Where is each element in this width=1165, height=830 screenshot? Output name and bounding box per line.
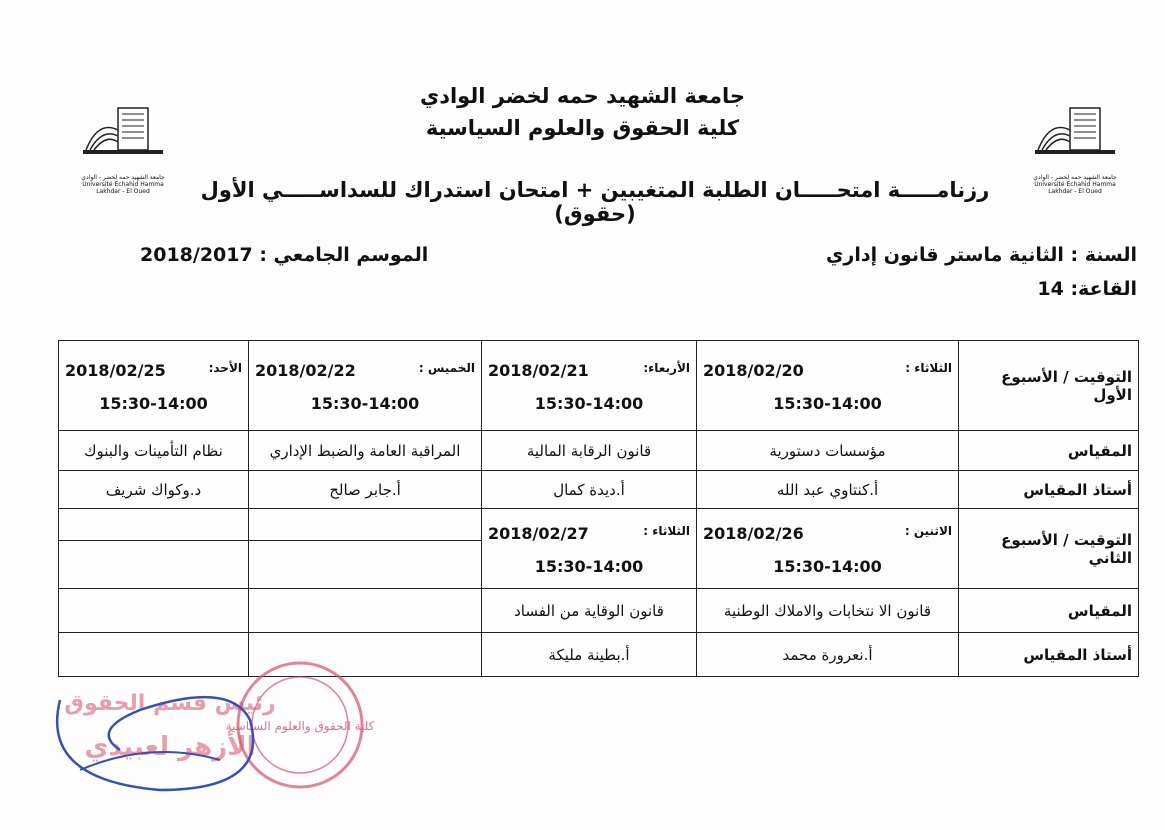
day-name: الثلاثاء :: [643, 523, 690, 538]
exam-time: 15:30-14:00: [534, 393, 644, 413]
university-building-icon: [1030, 100, 1120, 170]
professor-name: أ.جابر صالح: [249, 471, 482, 509]
empty-cell: [249, 541, 482, 589]
exam-date: 2018/02/22: [255, 360, 356, 380]
exam-time: 15:30-14:00: [773, 556, 882, 576]
logo-caption: جامعة الشهيد حمه لخضر - الوادي Université Echahid Hamma Lakhdar - El Oued: [1033, 174, 1117, 195]
week2-day-cell: [482, 509, 697, 589]
professor-name: أ.نعرورة محمد: [697, 633, 959, 677]
module-label: المقياس: [959, 431, 1139, 471]
exam-time: 15:30-14:00: [310, 393, 420, 413]
week1-timing-row: [59, 341, 1139, 431]
module-name: مؤسسات دستورية: [697, 431, 959, 471]
empty-cell: [249, 589, 482, 633]
academic-year: السنة : الثانية ماستر قانون إداري: [825, 244, 1137, 266]
module-label: المقياس: [959, 589, 1139, 633]
week1-day-cell: [59, 341, 249, 431]
module-name: قانون الوقاية من الفساد: [482, 589, 697, 633]
empty-cell: [59, 541, 249, 589]
week1-professor-row: [59, 471, 1139, 509]
exam-date: 2018/02/27: [488, 523, 589, 543]
svg-text:كلية الحقوق والعلوم السياسية: كلية الحقوق والعلوم السياسية: [225, 719, 375, 733]
exam-date: 2018/02/21: [488, 360, 589, 380]
page-title: رزنامـــــة امتحـــــان الطلبة المتغيبين + امتحان استدراك للسداســـــي الأول (حقوق): [200, 178, 990, 226]
module-name: نظام التأمينات والبنوك: [59, 431, 249, 471]
professor-name: أ.كنتاوي عبد الله: [697, 471, 959, 509]
logo-caption: جامعة الشهيد حمه لخضر - الوادي Université Echahid Hamma Lakhdar - El Oued: [81, 174, 165, 195]
exam-time: 15:30-14:00: [773, 393, 882, 413]
university-building-icon: [78, 100, 168, 170]
day-name: الثلاثاء :: [905, 360, 952, 375]
exam-date: 2018/02/20: [703, 360, 804, 380]
module-name: قانون الا نتخابات والاملاك الوطنية: [697, 589, 959, 633]
week2-label: التوقيت / الأسبوع الثاني: [959, 509, 1139, 589]
professor-name: أ.ديدة كمال: [482, 471, 697, 509]
week1-day-cell: [482, 341, 697, 431]
week2-module-row: [59, 589, 1139, 633]
svg-text:الأزهر لعبيدي: الأزهر لعبيدي: [84, 732, 256, 762]
empty-cell: [59, 509, 249, 541]
exam-date: 2018/02/25: [65, 360, 166, 380]
exam-room: القاعة: 14: [1037, 278, 1137, 300]
empty-cell: [249, 633, 482, 677]
university-logo-right: [1030, 100, 1120, 195]
day-name: الخميس :: [418, 360, 475, 375]
week1-module-row: [59, 431, 1139, 471]
professor-label: أستاذ المقياس: [959, 633, 1139, 677]
exam-time: 15:30-14:00: [534, 556, 644, 576]
academic-season: الموسم الجامعي : 2018/2017: [140, 244, 429, 266]
university-logo-left: [78, 100, 168, 195]
empty-cell: [59, 633, 249, 677]
week1-day-cell: [249, 341, 482, 431]
week1-label: التوقيت / الأسبوع الأول: [959, 341, 1139, 431]
professor-label: أستاذ المقياس: [959, 471, 1139, 509]
module-name: المراقبة العامة والضبط الإداري: [249, 431, 482, 471]
day-name: الاثنين :: [904, 523, 952, 538]
day-name: الأحد:: [208, 360, 242, 375]
faculty-name: كلية الحقوق والعلوم السياسية: [425, 116, 740, 140]
week2-day-cell: [697, 509, 959, 589]
empty-cell: [249, 509, 482, 541]
empty-cell: [59, 589, 249, 633]
exam-date: 2018/02/26: [703, 523, 804, 543]
professor-name: أ.بطينة مليكة: [482, 633, 697, 677]
day-name: الأربعاء:: [643, 360, 690, 375]
svg-text:رئيس قسم الحقوق: رئيس قسم الحقوق: [64, 691, 276, 716]
week2-professor-row: [59, 633, 1139, 677]
exam-time: 15:30-14:00: [99, 393, 208, 413]
module-name: قانون الرقابة المالية: [482, 431, 697, 471]
week2-timing-row-top: [59, 509, 1139, 541]
week1-day-cell: [697, 341, 959, 431]
university-name: جامعة الشهيد حمه لخضر الوادي: [419, 84, 746, 108]
professor-name: د.وكواك شريف: [59, 471, 249, 509]
exam-schedule-table: [58, 340, 1139, 677]
